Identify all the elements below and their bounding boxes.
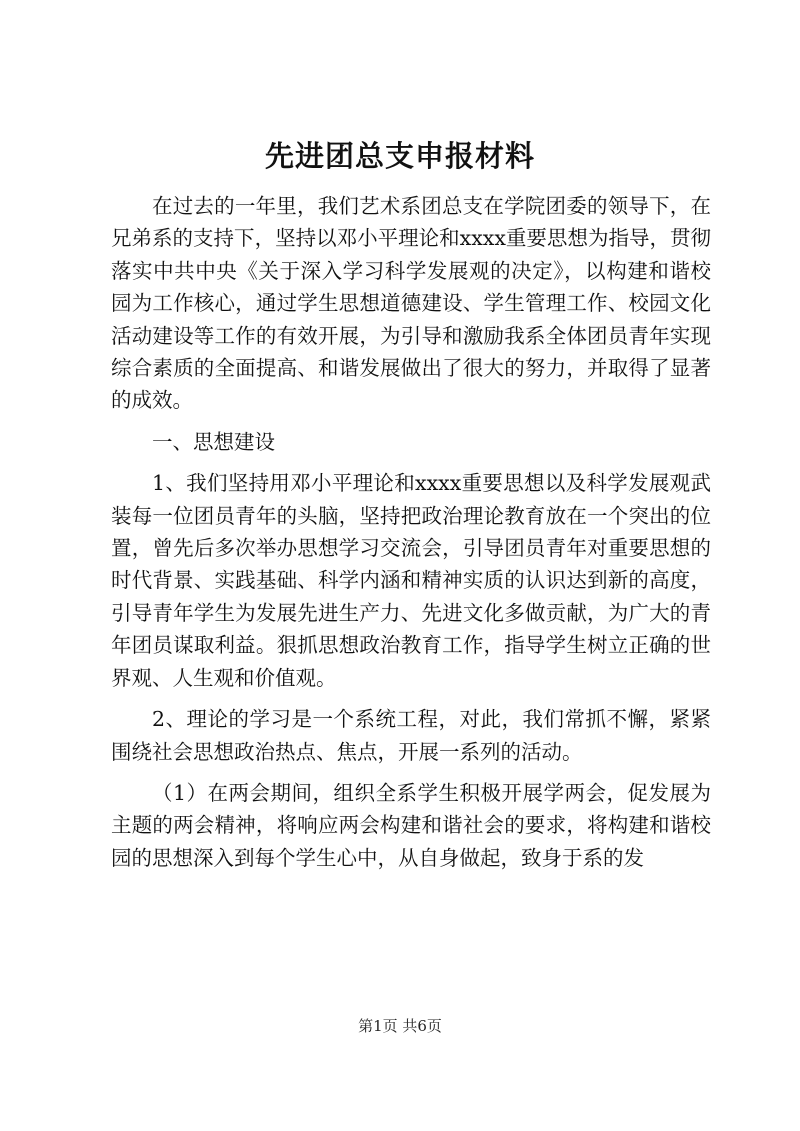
intro-paragraph: 在过去的一年里，我们艺术系团总支在学院团委的领导下，在兄弟系的支持下，坚持以邓小平理论和xxxx重要思想为指导，贯彻落实中共中央《关于深入学习科学发展观的决定》，以构建和谐校园为工作核心，通过学生思想道德建设、学生管理工作、校园文化活动建设等工作的有效开展，为引导和激励我系全体团员青年实现综合素质的全面提高、和谐发展做出了很大的努力，并取得了显著的成效。 — [111, 194, 711, 413]
body-paragraph-3: （1）在两会期间，组织全系学生积极开展学两会，促发展为主题的两会精神，将响应两会构建和谐社会的要求，将构建和谐校园的思想深入到每个学生心中，从自身做起，致身于系的发 — [111, 780, 711, 870]
body-paragraph-1: 1、我们坚持用邓小平理论和xxxx重要思想以及科学发展观武装每一位团员青年的头脑，坚持把政治理论教育放在一个突出的位置，曾先后多次举办思想学习交流会，引导团员青年对重要思想的时代背景、实践基础、科学内涵和精神实质的认识达到新的高度，引导青年学生为发展先进生产力、先进文化多做贡献，为广大的青年团员谋取利益。狠抓思想政治教育工作，指导学生树立正确的世界观、人生观和价值观。 — [111, 471, 711, 690]
page-number-footer: 第1页 共6页 — [358, 1017, 442, 1035]
document-body — [111, 190, 711, 874]
section-heading-ideology: 一、思想建设 — [152, 429, 275, 454]
document-title: 先进团总支申报材料 — [264, 139, 535, 173]
body-paragraph-2: 2、理论的学习是一个系统工程，对此，我们常抓不懈，紧紧围绕社会思想政治热点、焦点，开展一系列的活动。 — [111, 707, 711, 764]
